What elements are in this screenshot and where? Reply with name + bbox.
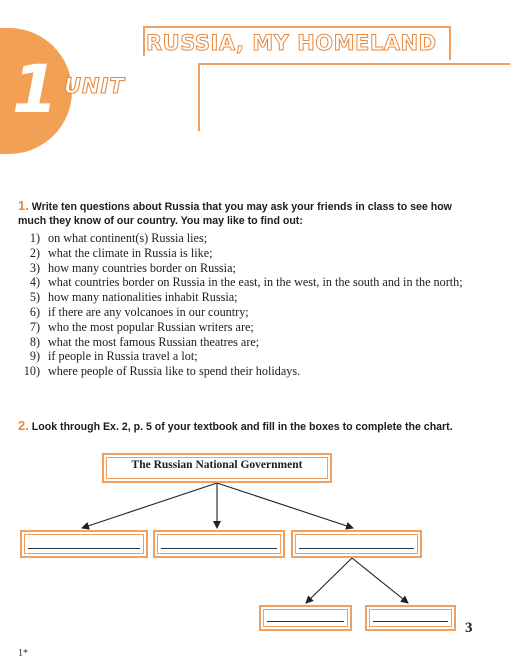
unit-label: UNIT [64,74,125,98]
list-item [18,364,468,379]
list-item-text: if people in Russia travel a lot; [48,349,198,364]
list-item-number: 3) [29,260,40,275]
exercise-2-instructions [18,419,462,434]
chart-fill-box-3[interactable] [291,530,422,558]
fill-box-frame [369,609,452,627]
list-item-number: 5) [29,290,40,305]
header-rule-left [143,26,145,56]
list-item-number: 2) [29,245,40,260]
fill-in-line [28,548,140,549]
list-item-number: 4) [29,275,40,290]
list-item [18,335,468,350]
fill-in-line [161,548,277,549]
exercise-2-number: 2. [18,418,29,433]
fill-box-frame [263,609,348,627]
fill-box-frame [24,534,144,554]
exercise-1-question-list [18,231,468,379]
chart-root-box [102,453,332,483]
header-rule-right [449,26,451,60]
unit-number: 1 [12,51,58,128]
fill-in-line [299,548,414,549]
fill-box-frame [157,534,281,554]
list-item-number: 7) [29,319,40,334]
page-number: 3 [465,620,473,636]
list-item-text: on what continent(s) Russia lies; [48,231,208,245]
chart-fill-box-5[interactable] [365,605,456,631]
list-item-number: 1) [29,231,40,245]
header-frame-horizontal [198,63,510,65]
header-rule-top [145,26,451,28]
fill-in-line [267,621,344,622]
exercise-1-intro-text: Write ten questions about Russia that you may ask your friends in class to see how much they know of our country. You may like to find out: [18,201,452,227]
list-item-text: where people of Russia like to spend their holidays. [48,364,301,379]
sheet-signature-mark: 1* [18,648,28,659]
list-item [18,246,468,261]
chart-fill-box-2[interactable] [153,530,285,558]
list-item-number: 8) [29,334,40,349]
list-item-number: 10) [23,364,40,379]
exercise-2-intro-text: Look through Ex. 2, p. 5 of your textbook and fill in the boxes to complete the chart. [31,421,453,433]
list-item-text: who the most popular Russian writers are; [48,319,254,334]
arrow-right-box-to-sub-left [306,558,352,603]
arrow-root-to-right-box [217,483,353,528]
list-item [18,320,468,335]
list-item-text: how many countries border on Russia; [48,260,236,275]
chart-root-label: The Russian National Government [131,459,303,471]
list-item [18,349,468,364]
chart-fill-box-4[interactable] [259,605,352,631]
exercise-1-instructions [18,199,462,228]
list-item-text: how many nationalities inhabit Russia; [48,290,238,305]
exercise-1-number: 1. [18,198,29,213]
list-item-text: what the climate in Russia is like; [48,245,213,260]
list-item-text: what the most famous Russian theatres are; [48,334,260,349]
list-item-text: what countries border on Russia in the east, in the west, in the south and in the north; [48,275,463,290]
list-item [18,231,468,246]
list-item [18,290,468,305]
arrow-root-to-left-box [82,483,217,528]
list-item [18,275,468,290]
chart-fill-box-1[interactable] [20,530,148,558]
header-frame-vertical [198,63,200,131]
unit-title: RUSSIA, MY HOMELAND [146,31,437,55]
fill-in-line [373,621,448,622]
list-item-number: 6) [29,304,40,319]
list-item-text: if there are any volcanoes in our country; [48,304,249,319]
fill-box-frame [295,534,418,554]
list-item [18,305,468,320]
list-item-number: 9) [29,349,40,364]
list-item [18,261,468,276]
arrow-right-box-to-sub-right [352,558,408,603]
